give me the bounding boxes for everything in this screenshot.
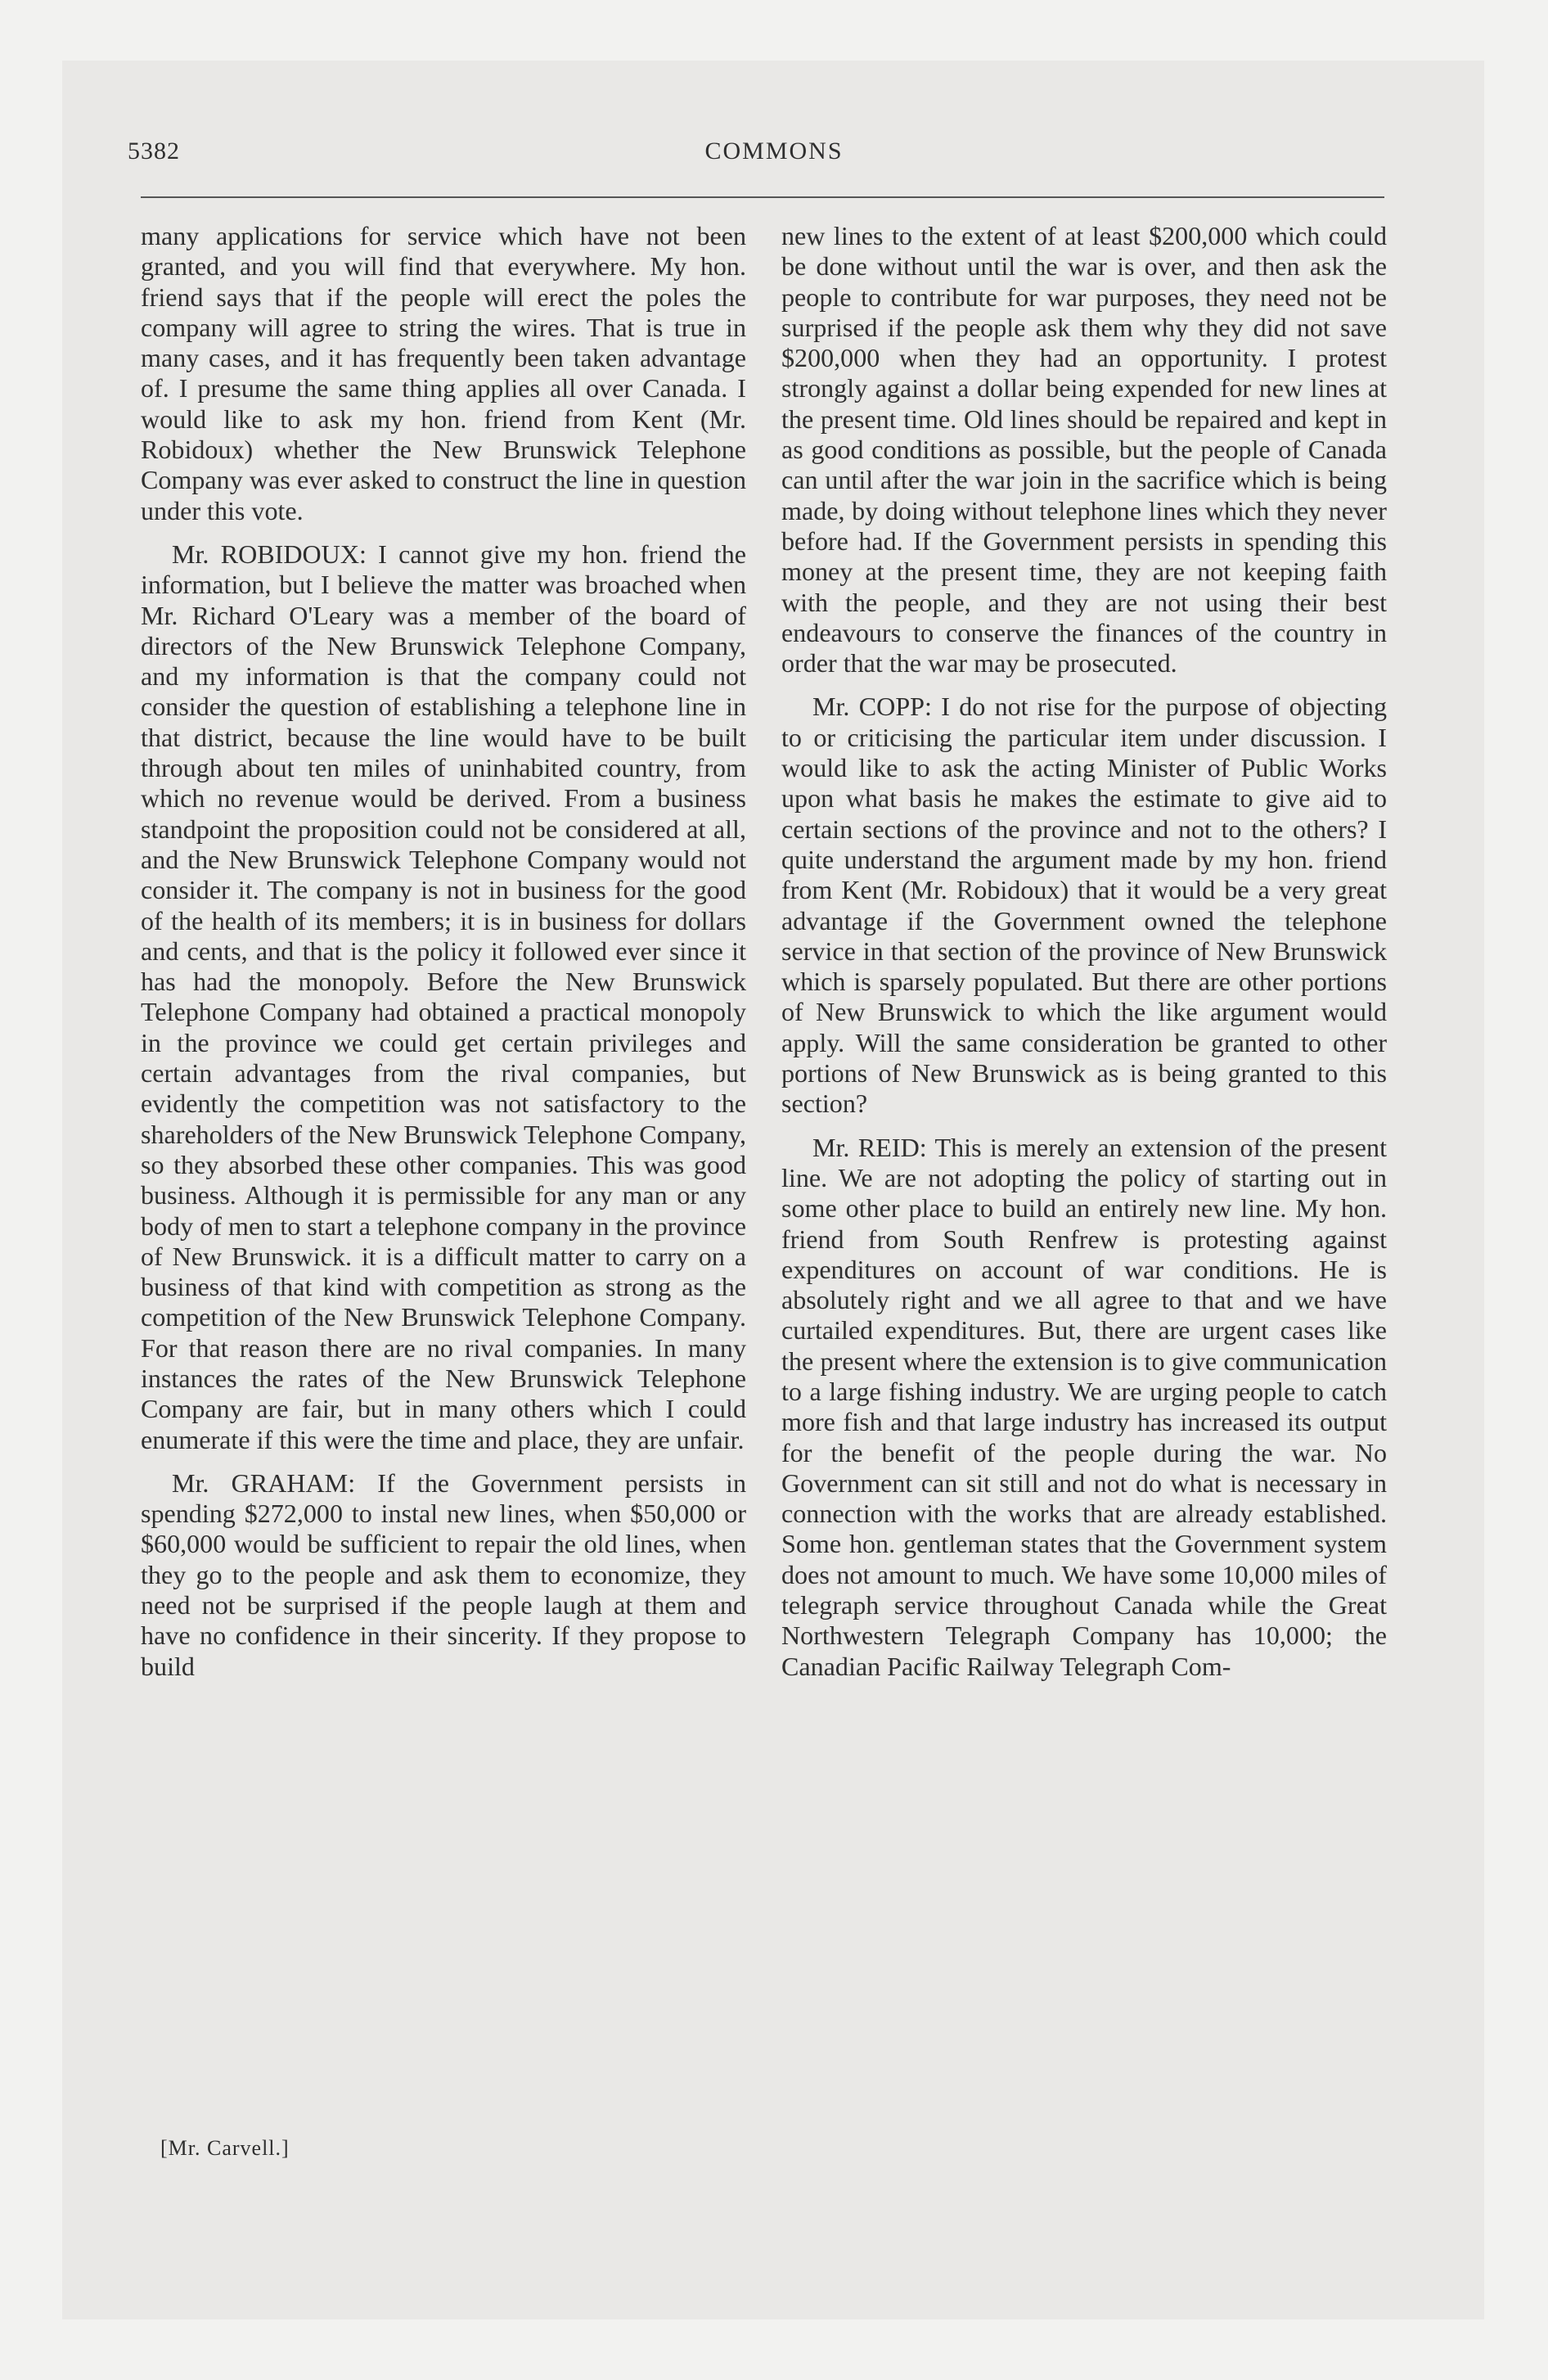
paragraph: many applications for service which have not been granted, and you will find that everywhere. My hon. friend says that if the people will erect the poles the company will agree to string the wires. That is true in many cases, and it has frequently been taken advantage of. I presume the same thing applies all over Canada. I would like to ask my hon. friend from Kent (Mr. Robidoux) whether the New Brunswick Telephone Company was ever asked to construct the line in question under this vote. xyxy=(141,221,746,525)
page-number: 5382 xyxy=(128,137,180,165)
paragraph: new lines to the extent of at least $200,000 which could be done without until the war is over, and then ask the people to contribute for war purposes, they need not be surprised if the people ask them why they did not save $200,000 when they had an opportunity. I protest strongly against a dollar being expended for new lines at the present time. Old lines should be repaired and kept in as good conditions as possible, but the people of Canada can until after the war join in the sacrifice which is being made, by doing without telephone lines which they never before had. If the Government persists in spending this money at the present time, they are not keeping faith with the people, and they are not using their best endeavours to conserve the finances of the country in order that the war may be prosecuted. xyxy=(781,221,1387,678)
paragraph: Mr. ROBIDOUX: I cannot give my hon. friend the information, but I believe the matter was broached when Mr. Richard O'Leary was a member of the board of directors of the New Brunswick Telephone Company, and my information is that the company could not consider the question of establishing a telephone line in that district, because the line would have to be built through about ten miles of uninhabited country, from which no revenue would be derived. From a business standpoint the proposition could not be considered at all, and the New Brunswick Telephone Company would not consider it. The company is not in business for the good of the health of its members; it is in business for dollars and cents, and that is the policy it followed ever since it has had the monopoly. Before the New Brunswick Telephone Company had obtained a practical monopoly in the province we could get certain privileges and certain advantages from the rival companies, but evidently the competition was not satisfactory to the shareholders of the New Brunswick Telephone Company, so they absorbed these other companies. This was good business. Although it is permissible for any man or any body of men to start a telephone company in the province of New Brunswick. it is a difficult matter to carry on a business of that kind with competition as strong as the competition of the New Brunswick Telephone Company. For that reason there are no rival companies. In many instances the rates of the New Brunswick Telephone Company are fair, but in many others which I could enumerate if this were the time and place, they are unfair. xyxy=(141,539,746,1454)
paragraph: Mr. REID: This is merely an extension of the present line. We are not adopting the policy of starting out in some other place to build an entirely new line. My hon. friend from South Renfrew is protesting against expenditures on account of war conditions. He is absolutely right and we all agree to that and we have curtailed expenditures. But, there are urgent cases like the present where the extension is to give communication to a large fishing industry. We are urging people to catch more fish and that large industry has increased its output for the benefit of the people during the war. No Government can sit still and not do what is necessary in connection with the works that are already established. Some hon. gentleman states that the Government system does not amount to much. We have some 10,000 miles of telegraph service throughout Canada while the Great Northwestern Telegraph Company has 10,000; the Canadian Pacific Railway Telegraph Com- xyxy=(781,1132,1387,1681)
header-rule xyxy=(141,196,1384,198)
paragraph: Mr. GRAHAM: If the Government persists in spending $272,000 to instal new lines, when $50,000 or $60,000 would be sufficient to repair the old lines, when they go to the people and ask them to economize, they need not be surprised if the people laugh at them and have no confidence in their sincerity. If they propose to build xyxy=(141,1467,746,1681)
paragraph: Mr. COPP: I do not rise for the purpose of objecting to or criticising the particular item under discussion. I would like to ask the acting Minister of Public Works upon what basis he makes the estimate to give aid to certain sections of the province and not to the others? I quite understand the argument made by my hon. friend from Kent (Mr. Robidoux) that it would be a very great advantage if the Government owned the telephone service in that section of the province of New Brunswick which is sparsely populated. But there are other portions of New Brunswick to which the like argument would apply. Will the same consideration be granted to other portions of New Brunswick as is being granted to this section? xyxy=(781,692,1387,1119)
left-column xyxy=(141,221,746,1695)
page-title: COMMONS xyxy=(704,137,844,165)
right-column xyxy=(781,221,1387,1695)
speaker-footnote: [Mr. Carvell.] xyxy=(160,2136,290,2160)
